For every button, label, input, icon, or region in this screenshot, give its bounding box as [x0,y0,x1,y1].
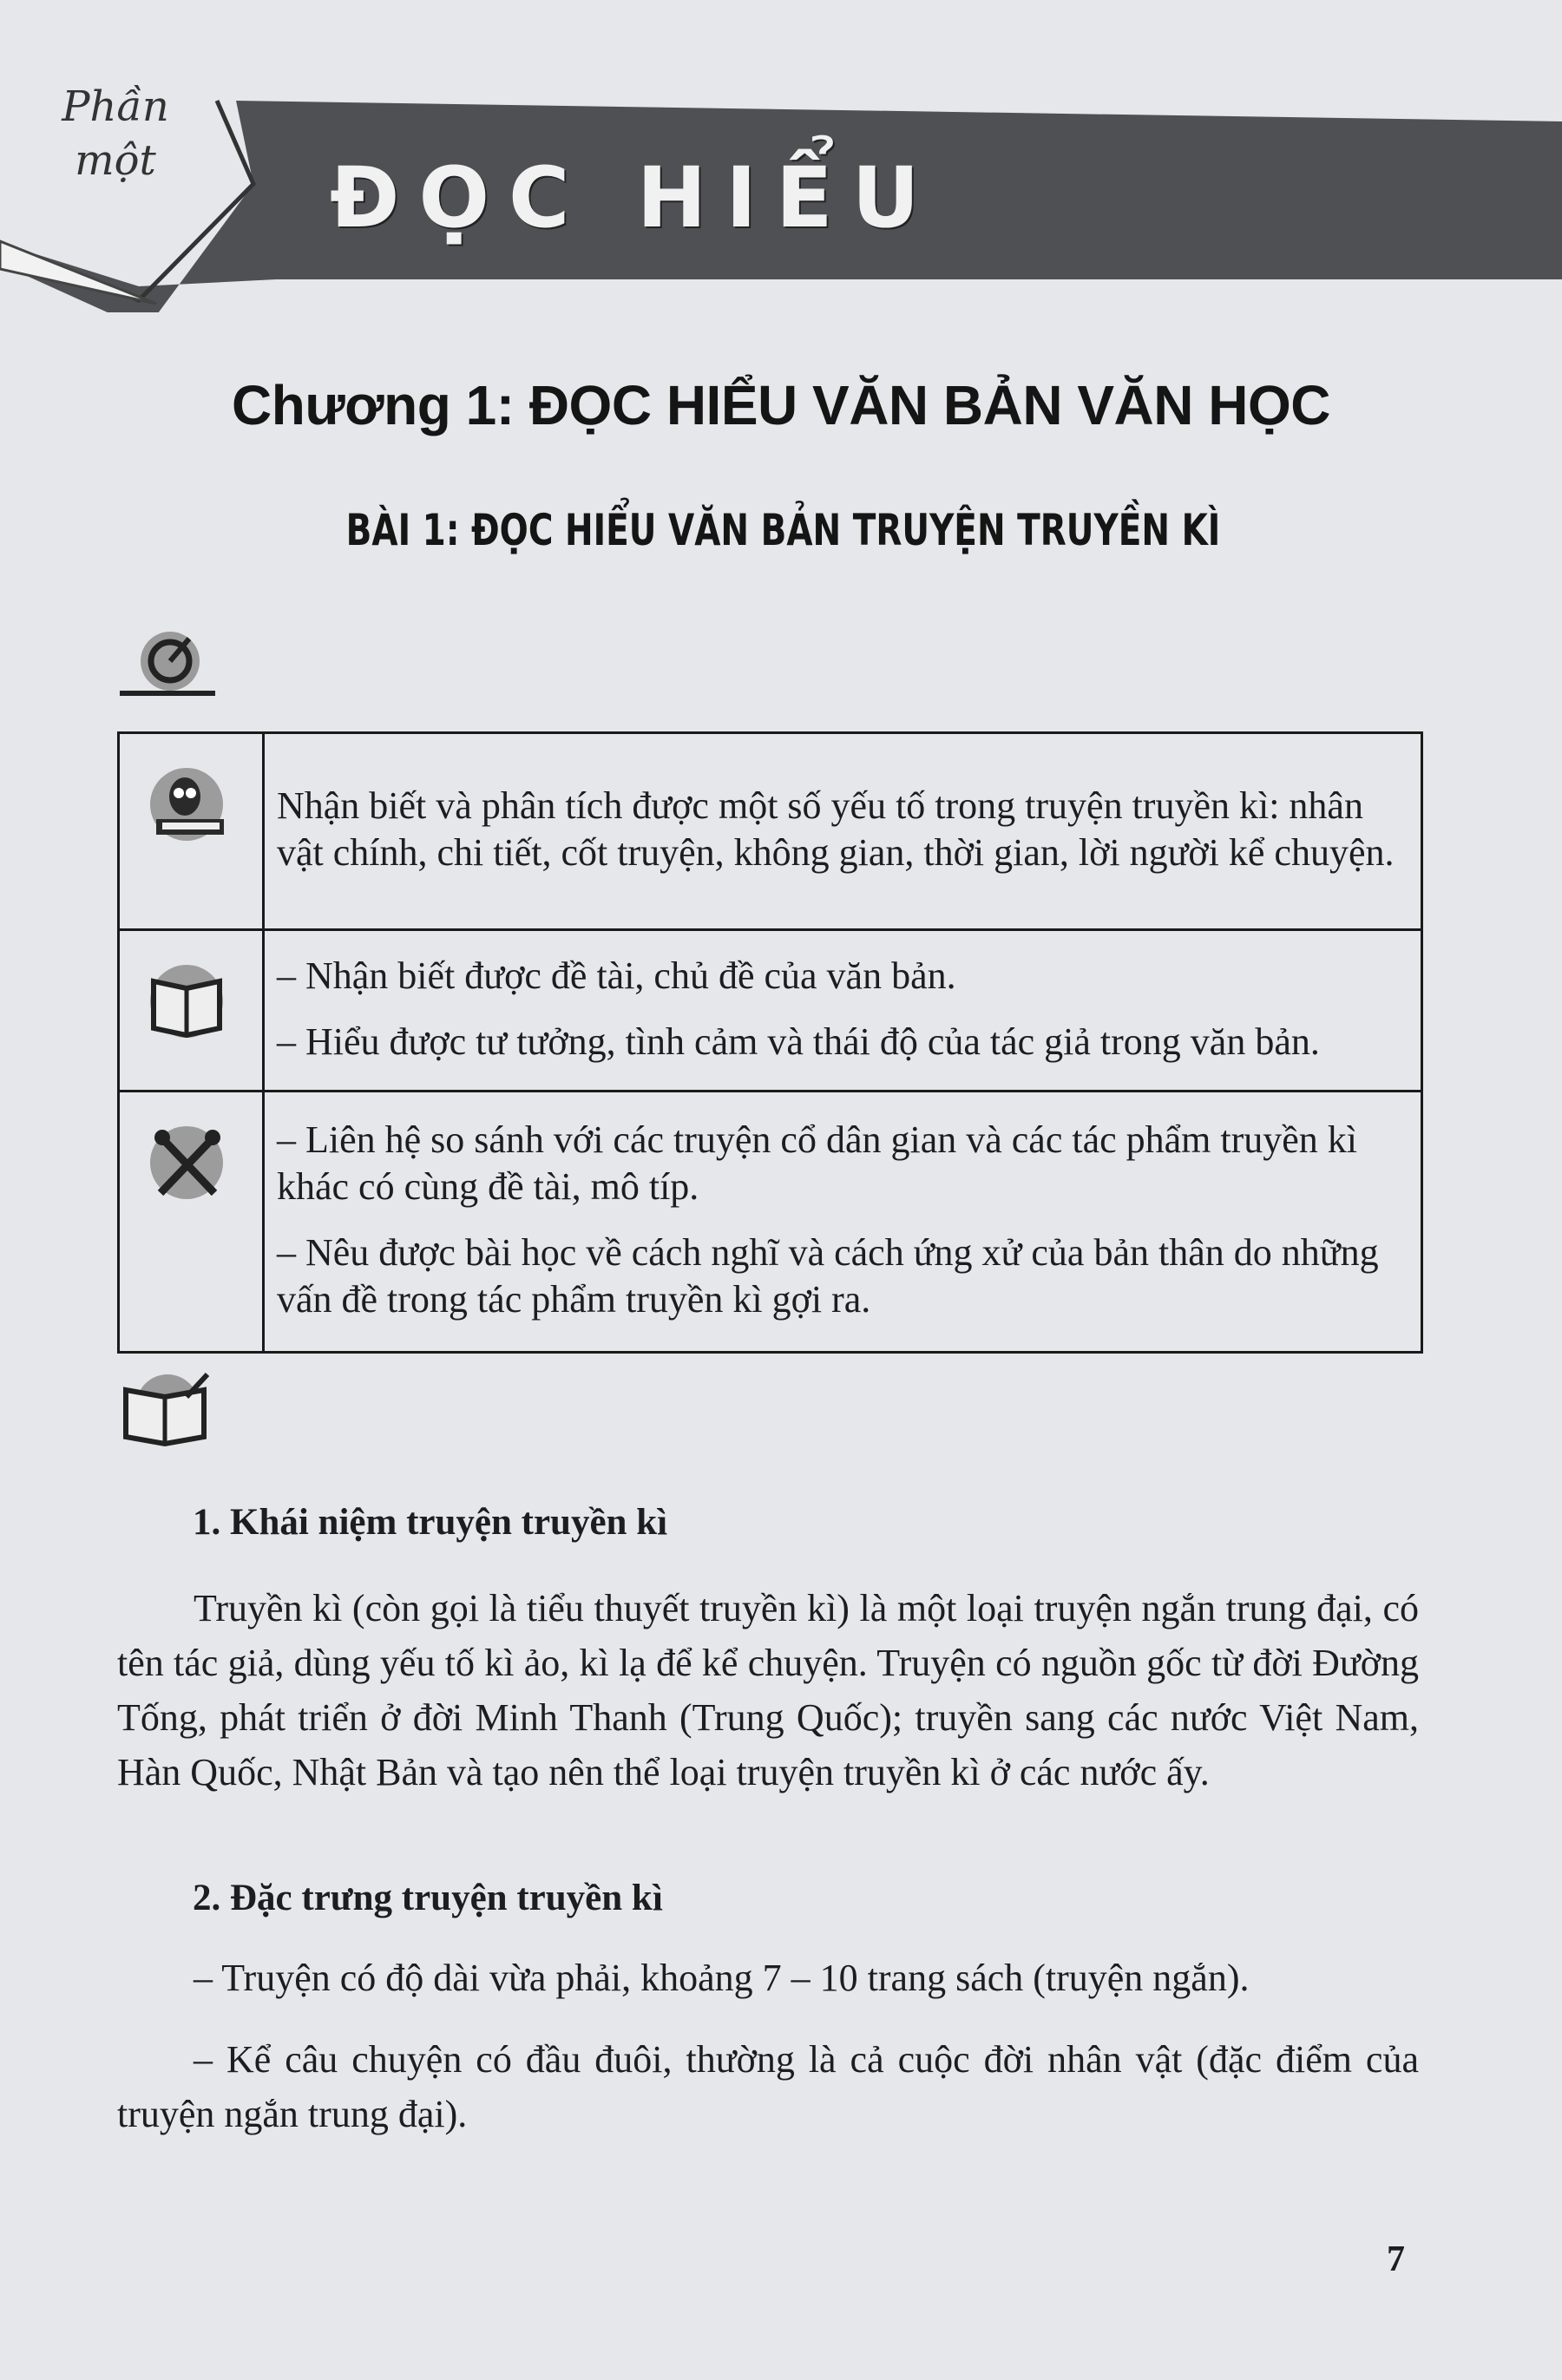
owl-book-icon [143,765,239,852]
open-book-icon [143,962,239,1049]
part-label [42,80,189,187]
objective-row [119,1092,1422,1353]
section-heading: 1. Khái niệm truyện truyền kì [193,1502,668,1543]
objective-text: – Hiểu được tư tưởng, tình cảm và thái độ của tác giả trong văn bản. [277,1020,1320,1063]
objectives-table [117,731,1423,1354]
part-label-line1: Phần [62,82,169,131]
target-objectives-icon [120,626,215,705]
page-number: 7 [1387,2239,1405,2279]
objective-text: – Nêu được bài học về cách nghĩ và cách ứng xử của bản thân do những vấn đề trong tác phẩm truyền kì gợi ra. [277,1231,1379,1321]
objective-text: – Liên hệ so sánh với các truyện cổ dân gian và các tác phẩm truyền kì khác có cùng đề tài, mô típ. [277,1118,1358,1208]
part-title: ĐỌC HIỂU [330,149,939,246]
section-paragraph: Truyền kì (còn gọi là tiểu thuyết truyền kì) là một loại truyện ngắn trung đại, có tên tác giả, dùng yếu tố kì ảo, kì lạ để kể chuyện. Truyện có nguồn gốc từ đời Đường Tống, phát triển ở đời Minh Thanh (Trung Quốc); truyền sang các nước Việt Nam, Hàn Quốc, Nhật Bản và tạo nên thể loại truyện truyền kì ở các nước ấy. [117,1587,1419,1793]
objective-row [119,733,1422,930]
objective-text: Nhận biết và phân tích được một số yếu tố trong truyện truyền kì: nhân vật chính, chi tiết, cốt truyện, không gian, thời gian, lời người kể chuyện. [277,784,1395,874]
bullet-item: – Kể câu chuyện có đầu đuôi, thường là cả cuộc đời nhân vật (đặc điểm của truyện ngắn trung đại). [117,2038,1419,2135]
writing-book-icon [117,1371,213,1449]
bullet-item: – Truyện có độ dài vừa phải, khoảng 7 – 10 trang sách (truyện ngắn). [194,1957,1250,1999]
tools-icon [143,1124,239,1210]
part-label-line2: một [75,136,156,185]
section-heading: 2. Đặc trưng truyện truyền kì [193,1878,663,1918]
objective-text: – Nhận biết được đề tài, chủ đề của văn bản. [277,954,956,997]
lesson-title: BÀI 1: ĐỌC HIỂU VĂN BẢN TRUYỆN TRUYỀN KÌ [345,505,1221,555]
chapter-title: Chương 1: ĐỌC HIỂU VĂN BẢN VĂN HỌC [232,374,1330,436]
objective-row [119,930,1422,1092]
